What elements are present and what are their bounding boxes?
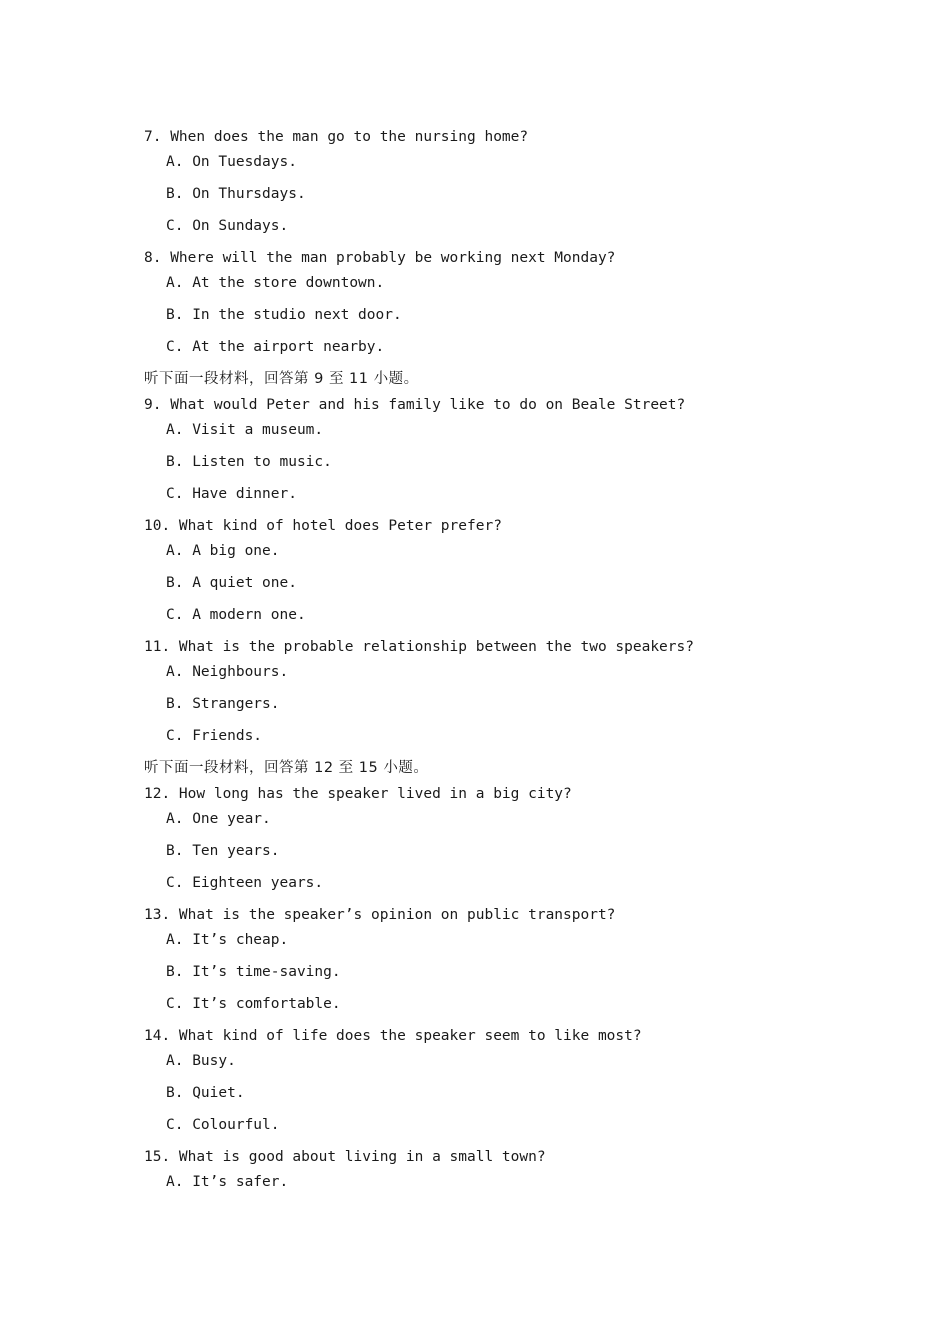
option-b: B. Quiet. <box>166 1085 245 1101</box>
option-a: A. It’s safer. <box>166 1174 289 1190</box>
option-list <box>144 539 864 627</box>
option-b: B. A quiet one. <box>166 575 297 591</box>
question-15 <box>144 1145 864 1194</box>
option-c: C. Eighteen years. <box>166 875 324 891</box>
question-7 <box>144 125 864 238</box>
option-list <box>144 928 864 1016</box>
option-c: C. A modern one. <box>166 607 306 623</box>
question-12 <box>144 782 864 895</box>
question-text: 12. How long has the speaker lived in a big city? <box>144 786 572 802</box>
option-list <box>144 807 864 895</box>
option-b: B. On Thursdays. <box>166 186 306 202</box>
option-c: C. Colourful. <box>166 1117 280 1133</box>
question-text: 15. What is good about living in a small town? <box>144 1149 546 1165</box>
option-b: B. Listen to music. <box>166 454 332 470</box>
option-a: A. Visit a museum. <box>166 422 324 438</box>
option-list <box>144 1170 864 1194</box>
option-list <box>144 660 864 748</box>
option-b: B. Ten years. <box>166 843 280 859</box>
question-text: 7. When does the man go to the nursing home? <box>144 129 529 145</box>
option-a: A. Neighbours. <box>166 664 289 680</box>
option-c: C. It’s comfortable. <box>166 996 341 1012</box>
question-text: 14. What kind of life does the speaker seem to like most? <box>144 1028 642 1044</box>
option-b: B. It’s time-saving. <box>166 964 341 980</box>
option-list <box>144 418 864 506</box>
question-9 <box>144 393 864 506</box>
question-10 <box>144 514 864 627</box>
question-11 <box>144 635 864 748</box>
option-b: B. Strangers. <box>166 696 280 712</box>
question-text: 9. What would Peter and his family like to do on Beale Street? <box>144 397 686 413</box>
question-text: 10. What kind of hotel does Peter prefer? <box>144 518 502 534</box>
option-a: A. A big one. <box>166 543 280 559</box>
question-text: 13. What is the speaker’s opinion on public transport? <box>144 907 616 923</box>
option-c: C. Friends. <box>166 728 263 744</box>
option-list <box>144 150 864 238</box>
option-c: C. On Sundays. <box>166 218 289 234</box>
exam-page <box>144 125 864 1194</box>
option-list <box>144 271 864 359</box>
option-a: A. On Tuesdays. <box>166 154 297 170</box>
option-a: A. Busy. <box>166 1053 236 1069</box>
question-14 <box>144 1024 864 1137</box>
question-13 <box>144 903 864 1016</box>
option-list <box>144 1049 864 1137</box>
option-a: A. At the store downtown. <box>166 275 385 291</box>
question-text: 8. Where will the man probably be working next Monday? <box>144 250 616 266</box>
question-text: 11. What is the probable relationship between the two speakers? <box>144 639 694 655</box>
option-c: C. Have dinner. <box>166 486 297 502</box>
section-instruction: 听下面一段材料，回答第 12 至 15 小题。 <box>144 760 429 776</box>
section-instruction: 听下面一段材料，回答第 9 至 11 小题。 <box>144 371 419 387</box>
option-c: C. At the airport nearby. <box>166 339 385 355</box>
question-8 <box>144 246 864 359</box>
option-a: A. One year. <box>166 811 271 827</box>
option-a: A. It’s cheap. <box>166 932 289 948</box>
option-b: B. In the studio next door. <box>166 307 402 323</box>
